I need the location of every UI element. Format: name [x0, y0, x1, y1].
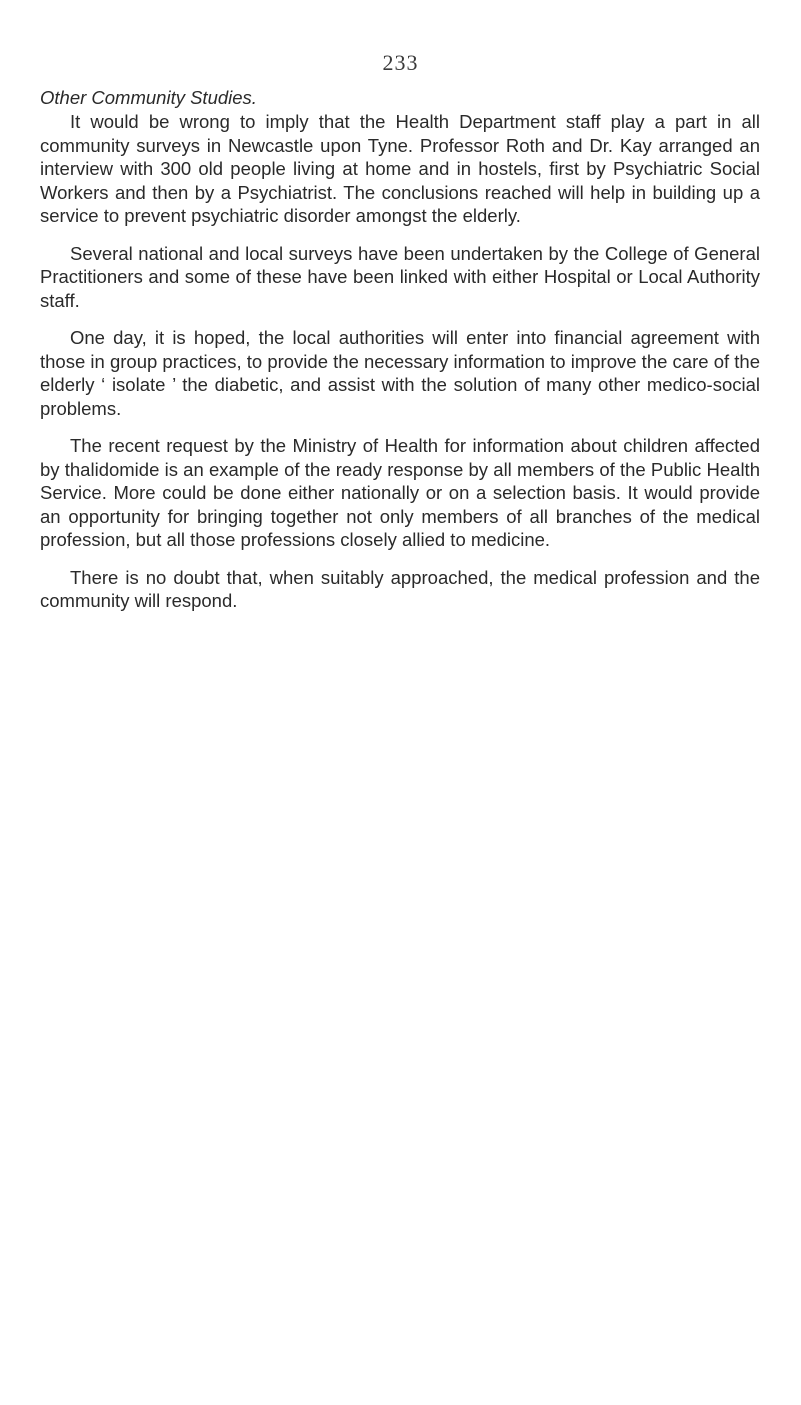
page-content: [40, 86, 760, 613]
paragraph-5: There is no doubt that, when suitably approached, the medical profession and the community will respond.: [40, 566, 760, 611]
paragraph-4: The recent request by the Ministry of Health for information about children affected by thalidomide is an example of the ready response by all members of the Public Health Service. More could be done either nationally or on a selection basis. It would provide an opportunity for bringing together not only members of all branches of the medical profession, but all those professions closely allied to medicine.: [40, 435, 760, 550]
paragraph-2: Several national and local surveys have been undertaken by the College of General Practitioners and some of these have been linked with either Hospital or Local Authority staff.: [40, 242, 760, 311]
page-number: 233: [382, 50, 419, 75]
paragraph-3: One day, it is hoped, the local authorities will enter into financial agreement with those in group practices, to provide the necessary information to improve the care of the elderly ‘ isolate ’ the diabetic, and assist with the solution of many other medico-social problems.: [40, 327, 760, 419]
section-heading: Other Community Studies.: [40, 87, 257, 108]
paragraph-1: It would be wrong to imply that the Health Department staff play a part in all community surveys in Newcastle upon Tyne. Professor Roth and Dr. Kay arranged an interview with 300 old people living at home and in hostels, first by Psychiatric Social Workers and then by a Psychiatrist. The conclusions reached will help in building up a service to prevent psychiatric disorder amongst the elderly.: [40, 111, 760, 226]
